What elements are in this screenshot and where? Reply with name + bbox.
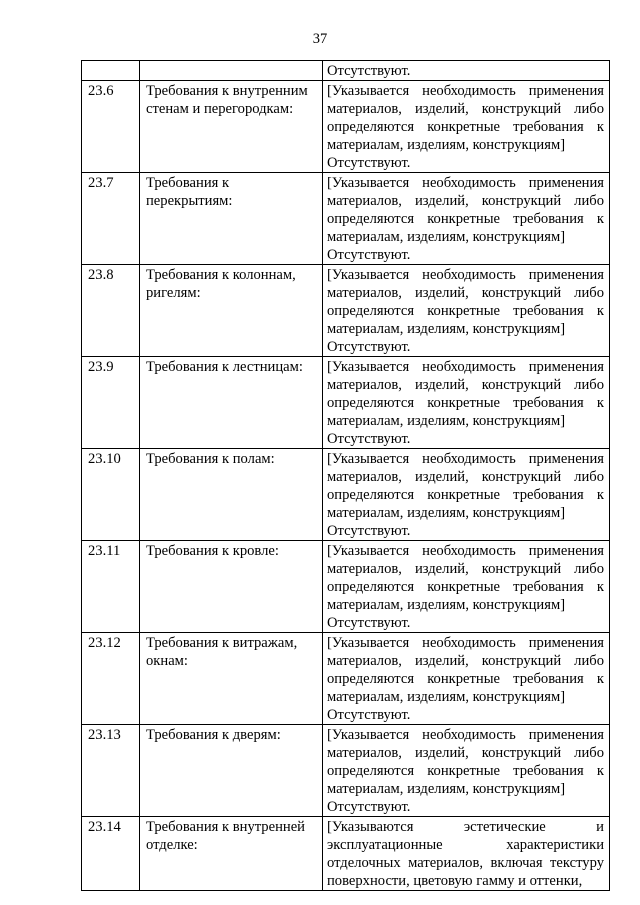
requirement-name: Требования к внутренним стенам и перегородкам:: [140, 81, 323, 173]
requirement-status: Отсутствуют.: [327, 799, 411, 815]
table-row: [82, 173, 610, 265]
section-number: 23.10: [82, 449, 140, 541]
requirement-description-cell: [323, 81, 610, 173]
section-number: 23.14: [82, 817, 140, 891]
section-number: 23.7: [82, 173, 140, 265]
table-row: [82, 81, 610, 173]
requirement-description: [Указывается необходимость применения материалов, изделий, конструкций либо определяются конкретные требования к материалам, изделиям, конструкциям]: [327, 267, 604, 337]
requirement-description-cell: [323, 357, 610, 449]
table-row: [82, 633, 610, 725]
section-number: 23.13: [82, 725, 140, 817]
requirement-name: Требования к дверям:: [140, 725, 323, 817]
name-cell: [140, 61, 323, 81]
requirement-description: [Указывается необходимость применения материалов, изделий, конструкций либо определяются конкретные требования к материалам, изделиям, конструкциям]: [327, 727, 604, 797]
requirement-status: Отсутствуют.: [327, 247, 411, 263]
requirement-status: Отсутствуют.: [327, 431, 411, 447]
requirement-description: [Указывается необходимость применения материалов, изделий, конструкций либо определяются конкретные требования к материалам, изделиям, конструкциям]: [327, 175, 604, 245]
table-row: [82, 725, 610, 817]
requirement-description: [Указывается необходимость применения материалов, изделий, конструкций либо определяются конкретные требования к материалам, изделиям, конструкциям]: [327, 451, 604, 521]
requirement-status: Отсутствуют.: [327, 707, 411, 723]
requirement-status: Отсутствуют.: [327, 523, 411, 539]
requirement-status: Отсутствуют.: [327, 339, 411, 355]
requirement-status: Отсутствуют.: [327, 615, 411, 631]
section-number: 23.11: [82, 541, 140, 633]
requirement-name: Требования к кровле:: [140, 541, 323, 633]
status-cell: Отсутствуют.: [323, 61, 610, 81]
requirement-description-cell: [323, 541, 610, 633]
num-cell: [82, 61, 140, 81]
table-row: [82, 357, 610, 449]
requirement-description: [Указываются эстетические и эксплуатационные характеристики отделочных материалов, включая текстуру поверхности, цветовую гамму и оттенки,: [327, 819, 604, 889]
section-number: 23.6: [82, 81, 140, 173]
requirement-description: [Указывается необходимость применения материалов, изделий, конструкций либо определяются конкретные требования к материалам, изделиям, конструкциям]: [327, 543, 604, 613]
table-row: [82, 541, 610, 633]
requirement-status: Отсутствуют.: [327, 155, 411, 171]
requirement-description: [Указывается необходимость применения материалов, изделий, конструкций либо определяются конкретные требования к материалам, изделиям, конструкциям]: [327, 83, 604, 153]
requirement-name: Требования к витражам, окнам:: [140, 633, 323, 725]
requirement-description-cell: [323, 173, 610, 265]
section-number: 23.12: [82, 633, 140, 725]
requirement-description-cell: [323, 449, 610, 541]
section-number: 23.9: [82, 357, 140, 449]
requirement-description-cell: [323, 817, 610, 891]
requirement-name: Требования к полам:: [140, 449, 323, 541]
requirement-description-cell: [323, 633, 610, 725]
requirement-description: [Указывается необходимость применения материалов, изделий, конструкций либо определяются конкретные требования к материалам, изделиям, конструкциям]: [327, 359, 604, 429]
table-row: [82, 265, 610, 357]
requirement-description: [Указывается необходимость применения материалов, изделий, конструкций либо определяются конкретные требования к материалам, изделиям, конструкциям]: [327, 635, 604, 705]
table-row: [82, 817, 610, 891]
requirements-table: [81, 60, 610, 891]
requirement-name: Требования к внутренней отделке:: [140, 817, 323, 891]
requirement-name: Требования к перекрытиям:: [140, 173, 323, 265]
requirement-description-cell: [323, 265, 610, 357]
requirement-description-cell: [323, 725, 610, 817]
table-row: [82, 449, 610, 541]
section-number: 23.8: [82, 265, 140, 357]
page-number: 37: [312, 31, 328, 47]
requirement-name: Требования к колоннам, ригелям:: [140, 265, 323, 357]
requirement-name: Требования к лестницам:: [140, 357, 323, 449]
table-row-continuation: [82, 61, 610, 81]
